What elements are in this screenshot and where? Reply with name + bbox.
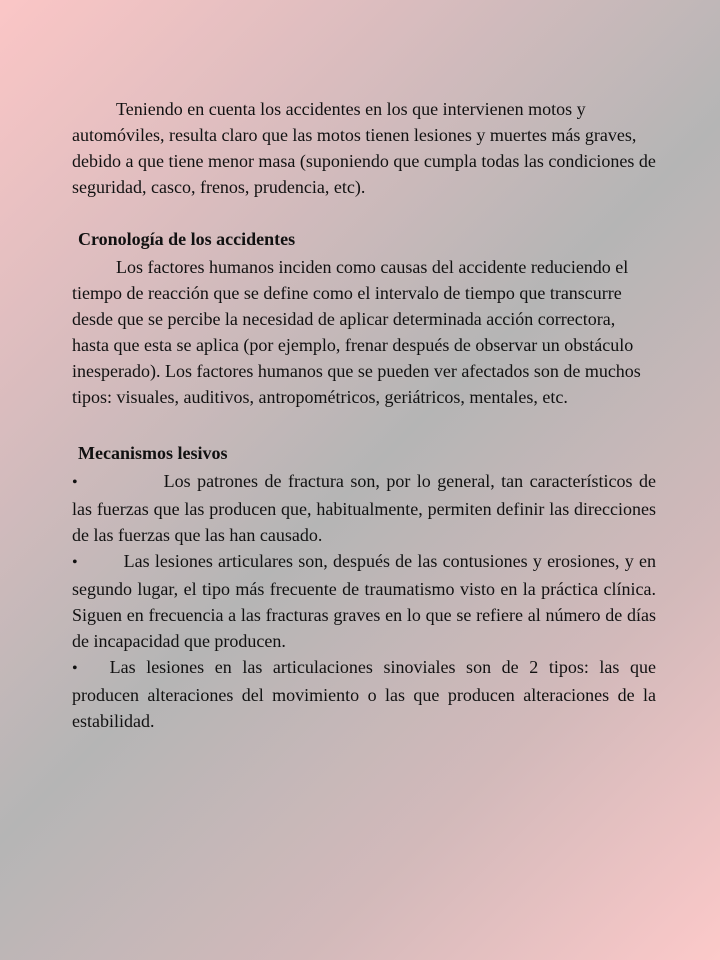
bullet-item [72,548,656,654]
section-heading-mecanismos: Mecanismos lesivos [78,443,228,463]
bullet-text: Los patrones de fractura son, por lo general, tan característicos de las fuerzas que las producen que, habitualmente, permiten definir las direcciones de las fuerzas que las han causado. [72,471,656,545]
section-heading-cronologia: Cronología de los accidentes [78,229,296,249]
intro-paragraph: Teniendo en cuenta los accidentes en los que intervienen motos y automóviles, resulta claro que las motos tienen lesiones y muertes más graves, debido a que tiene menor masa (suponiendo que cumpla todas las condiciones de seguridad, casco, frenos, prudencia, etc). [72,99,656,197]
document-page [72,96,656,734]
bullet-dot-icon: • [72,474,78,491]
bullet-dot-icon: • [72,554,78,571]
bullet-text: Las lesiones en las articulaciones sinoviales son de 2 tipos: las que producen alteraciones del movimiento o las que producen alteraciones de la estabilidad. [72,657,656,731]
bullet-item [72,468,656,548]
bullet-text: Las lesiones articulares son, después de las contusiones y erosiones, y en segundo lugar, el tipo más frecuente de traumatismo visto en la práctica clínica. Siguen en frecuencia a las fracturas graves en lo que se refiere al número de días de incapacidad que producen. [72,551,656,651]
bullet-item [72,654,656,734]
bullet-dot-icon: • [72,660,78,677]
cronologia-paragraph: Los factores humanos inciden como causas del accidente reduciendo el tiempo de reacción que se define como el intervalo de tiempo que transcurre desde que se percibe la necesidad de aplicar determinada acción correctora, hasta que esta se aplica (por ejemplo, frenar después de observar un obstáculo inesperado). Los factores humanos que se pueden ver afectados son de muchos tipos: visuales, auditivos, antropométricos, geriátricos, mentales, etc. [72,257,641,407]
